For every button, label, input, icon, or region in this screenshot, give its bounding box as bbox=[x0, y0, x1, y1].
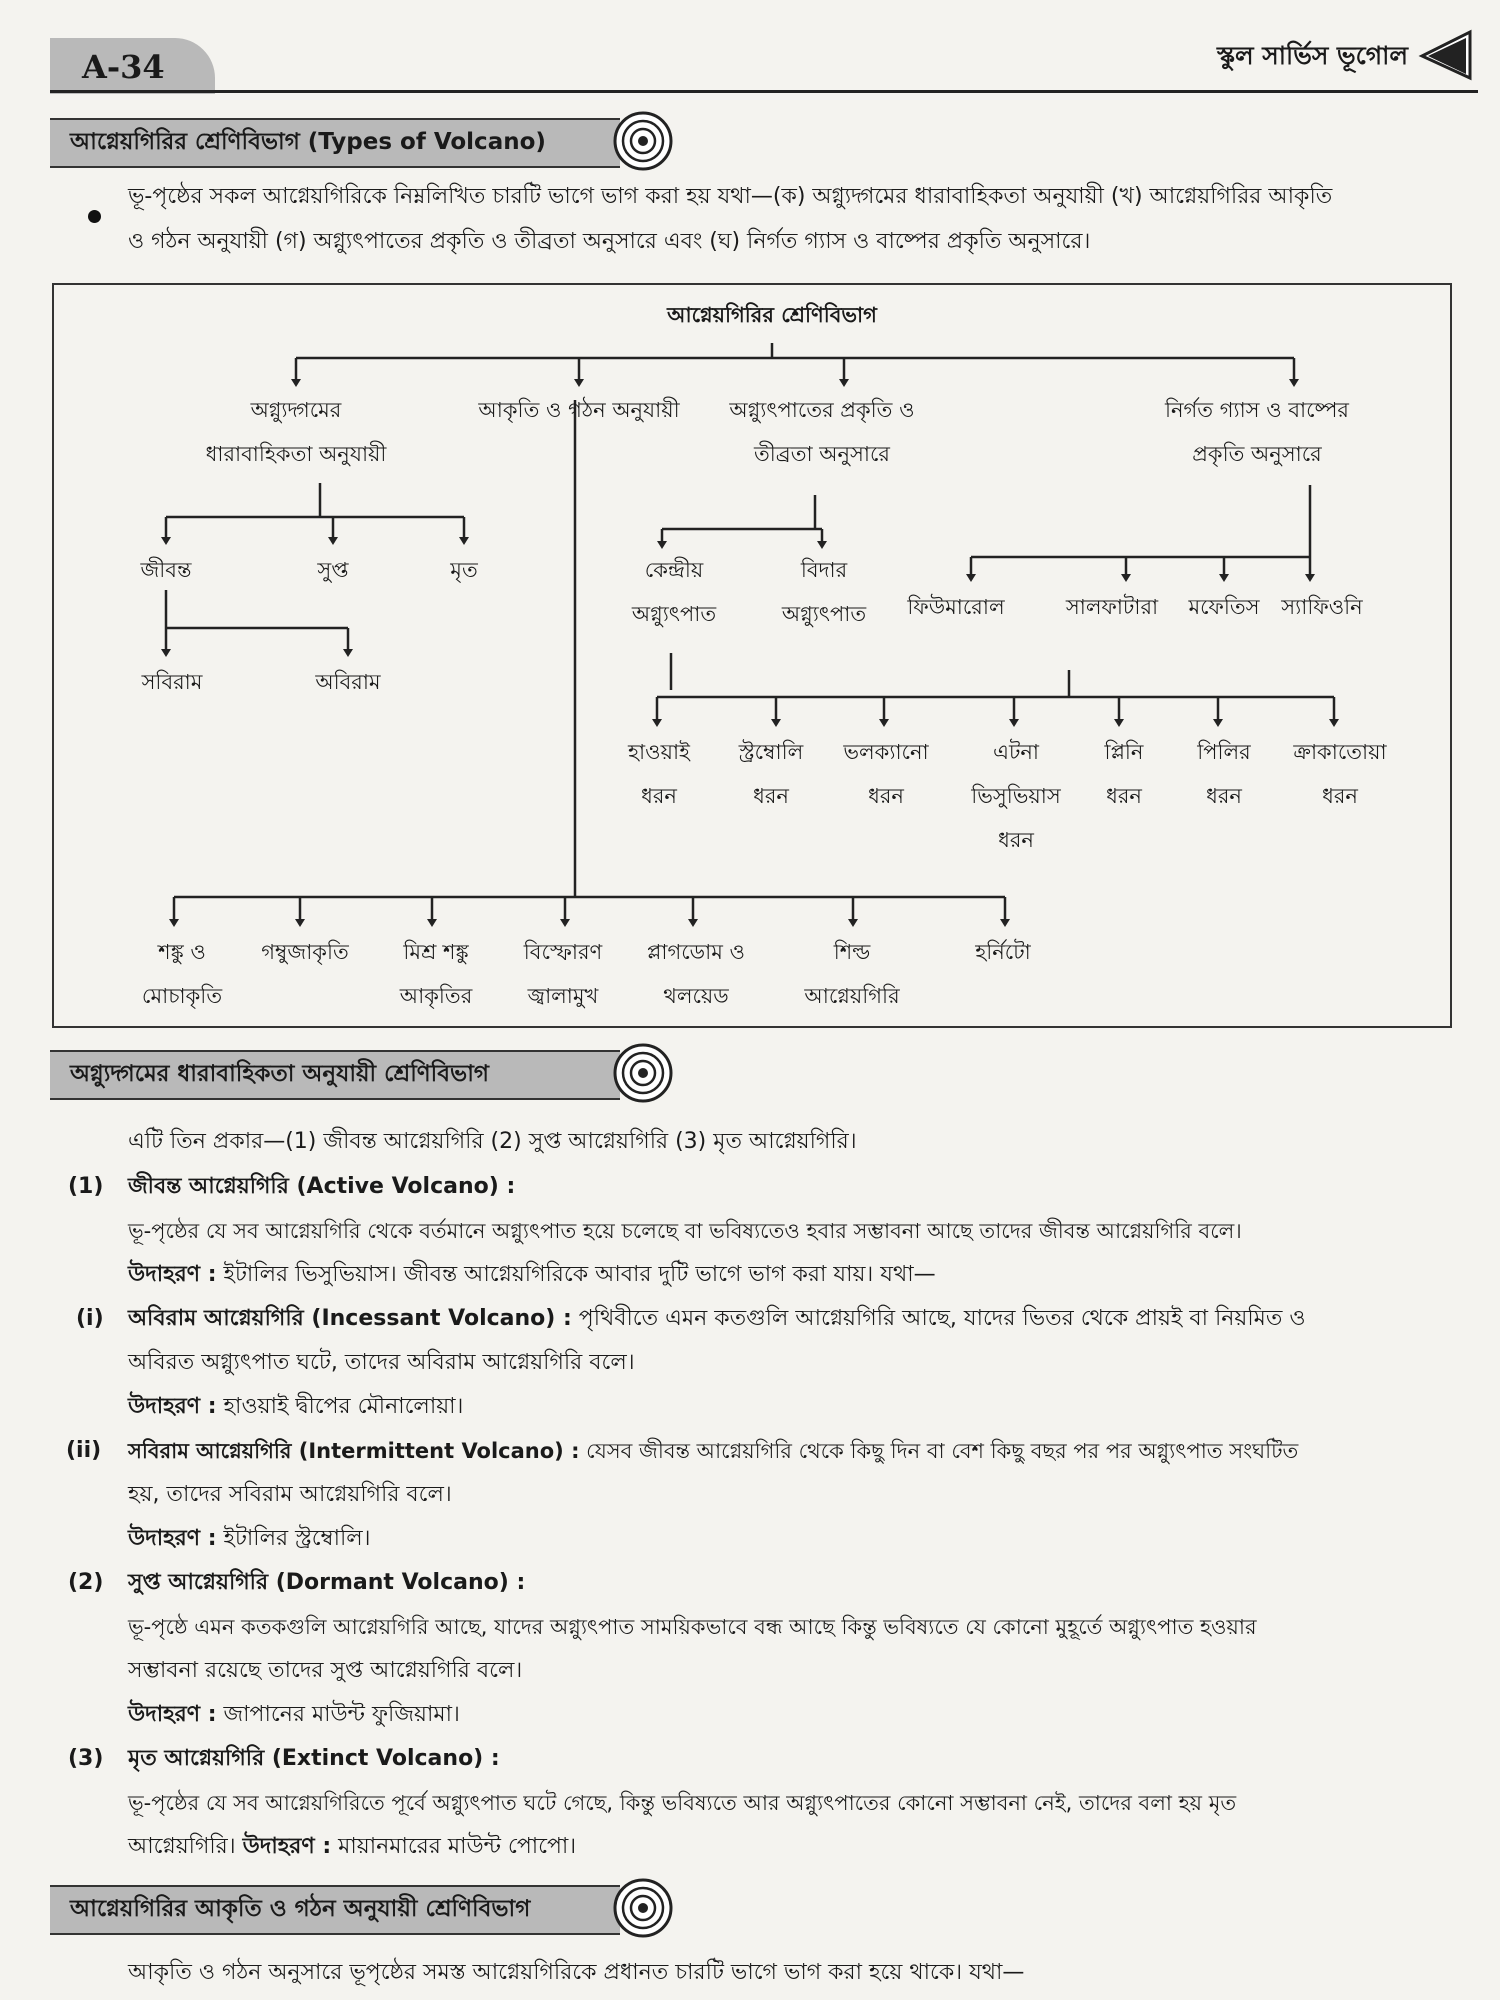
extinct-heading: মৃত আগ্নেয়গিরি (Extinct Volcano) : bbox=[128, 1746, 500, 1771]
chart-eruption-type: ক্রাকাতোয়া ধরন bbox=[1293, 740, 1387, 808]
page-number: A-34 bbox=[82, 48, 165, 86]
continuity-intro: এটি তিন প্রকার—(1) জীবন্ত আগ্নেয়গিরি (2) সুপ্ত আগ্নেয়গিরি (3) মৃত আগ্নেয়গিরি। bbox=[128, 1129, 857, 1154]
spiral-icon bbox=[612, 1877, 674, 1939]
section-heading-shape: আগ্নেয়গিরির আকৃতি ও গঠন অনুযায়ী শ্রেণিবিভাগ bbox=[50, 1885, 620, 1935]
chart-shape-type: মিশ্র শঙ্কু আকৃতির bbox=[399, 940, 473, 1008]
extinct-line1: ভূ-পৃষ্ঠের যে সব আগ্নেয়গিরিতে পূর্বে অগ্ন্যুৎপাত ঘটে গেছে, কিন্তু ভবিষ্যতে আর অগ্ন্যুৎপাতের কোনো সম্ভাবনা নেই, তাদের বলা হয় মৃত bbox=[128, 1791, 1237, 1815]
shape-intro: আকৃতি ও গঠন অনুসারে ভূপৃষ্ঠের সমস্ত আগ্নেয়গিরিকে প্রধানত চারটি ভাগে ভাগ করা হয়ে থাকে। যথা— bbox=[128, 1960, 1025, 1985]
chart-cat-gas: নির্গত গ্যাস ও বাষ্পের প্রকৃতি অনুসারে bbox=[1165, 398, 1349, 466]
chart-eruption-type: পিলির ধরন bbox=[1197, 740, 1251, 808]
header-rule bbox=[50, 90, 1478, 93]
chart-cat-continuity: অগ্ন্যুদ্গমের ধারাবাহিকতা অনুযায়ী bbox=[205, 398, 387, 466]
chart-central: কেন্দ্রীয় অগ্ন্যুৎপাত bbox=[631, 558, 717, 626]
spiral-icon bbox=[612, 110, 674, 172]
chart-cat-shape: আকৃতি ও গঠন অনুযায়ী bbox=[478, 398, 680, 422]
chart-shape-type: প্লাগডোম ও থলয়েড bbox=[647, 940, 745, 1008]
chart-gas-type: মফেতিস bbox=[1188, 595, 1260, 619]
book-icon bbox=[1418, 28, 1478, 83]
item-number: (i) bbox=[76, 1306, 104, 1331]
item-number: (1) bbox=[68, 1174, 104, 1199]
chart-cat-eruption: অগ্ন্যুৎপাতের প্রকৃতি ও তীব্রতা অনুসারে bbox=[729, 398, 915, 466]
chart-shape-type: শঙ্কু ও মোচাকৃতি bbox=[141, 940, 223, 1008]
incessant-line1: অবিরাম আগ্নেয়গিরি (Incessant Volcano) : পৃথিবীতে এমন কতগুলি আগ্নেয়গিরি আছে, যাদের ভিতর থেকে প্রায়ই বা নিয়মিত ও bbox=[128, 1306, 1306, 1331]
chart-dormant: সুপ্ত bbox=[317, 558, 349, 582]
extinct-line2: আগ্নেয়গিরি। উদাহরণ : মায়ানমারের মাউন্ট পোপো। bbox=[128, 1834, 577, 1859]
chart-eruption-type: হাওয়াই ধরন bbox=[628, 740, 690, 808]
chart-fissure: বিদার অগ্ন্যুৎপাত bbox=[781, 558, 867, 626]
dormant-heading: সুপ্ত আগ্নেয়গিরি (Dormant Volcano) : bbox=[128, 1570, 526, 1595]
bullet-dot bbox=[88, 210, 101, 223]
intermittent-line2: হয়, তাদের সবিরাম আগ্নেয়গিরি বলে। bbox=[128, 1482, 452, 1507]
incessant-line2: অবিরত অগ্ন্যুৎপাত ঘটে, তাদের অবিরাম আগ্নেয়গিরি বলে। bbox=[128, 1350, 635, 1375]
chart-gas-type: স্যাফিওনি bbox=[1281, 595, 1363, 619]
dormant-example-line: উদাহরণ : জাপানের মাউন্ট ফুজিয়ামা। bbox=[128, 1702, 460, 1727]
active-definition: ভূ-পৃষ্ঠের যে সব আগ্নেয়গিরি থেকে বর্তমানে অগ্ন্যুৎপাত হয়ে চলেছে বা ভবিষ্যতেও হবার সম্ভাবনা আছে তাদের জীবন্ত আগ্নেয়গিরি বলে। bbox=[128, 1219, 1242, 1243]
spiral-icon bbox=[612, 1042, 674, 1104]
item-number: (3) bbox=[68, 1746, 104, 1771]
chart-shape-type: শিল্ড আগ্নেয়গিরি bbox=[804, 940, 900, 1008]
intermittent-example-line: উদাহরণ : ইটালির স্ট্রম্বোলি। bbox=[128, 1526, 371, 1551]
dormant-line1: ভূ-পৃষ্ঠে এমন কতকগুলি আগ্নেয়গিরি আছে, যাদের অগ্ন্যুৎপাত সাময়িকভাবে বন্ধ আছে কিন্তু ভবিষ্যতে যে কোনো মুহূর্তে অগ্ন্যুৎপাত হওয়ার bbox=[128, 1615, 1257, 1639]
chart-root: আগ্নেয়গিরির শ্রেণিবিভাগ bbox=[667, 303, 877, 327]
active-example-line: উদাহরণ : ইটালির ভিসুভিয়াস। জীবন্ত আগ্নেয়গিরিকে আবার দুটি ভাগে ভাগ করা যায়। যথা— bbox=[128, 1262, 936, 1287]
section-heading-continuity: অগ্ন্যুদ্গমের ধারাবাহিকতা অনুযায়ী শ্রেণিবিভাগ bbox=[50, 1050, 620, 1100]
chart-gas-type: ফিউমারোল bbox=[907, 595, 1005, 619]
item-number: (2) bbox=[68, 1570, 104, 1595]
chart-shape-type: হর্নিটো bbox=[975, 940, 1031, 964]
classification-chart bbox=[52, 283, 1452, 1028]
chart-shape-type: বিস্ফোরণ জ্বালামুখ bbox=[523, 940, 603, 1008]
section-heading-types: আগ্নেয়গিরির শ্রেণিবিভাগ (Types of Volcano) bbox=[50, 118, 620, 168]
chart-eruption-type: ভলক্যানো ধরন bbox=[843, 740, 929, 808]
chart-gas-type: সালফাটারা bbox=[1065, 595, 1159, 619]
chart-extinct: মৃত bbox=[450, 558, 478, 582]
intermittent-line1: সবিরাম আগ্নেয়গিরি (Intermittent Volcano) : যেসব জীবন্ত আগ্নেয়গিরি থেকে কিছু দিন বা বেশ কিছু বছর পর পর অগ্ন্যুৎপাত সংঘটিত bbox=[128, 1439, 1299, 1463]
chart-shape-type: গম্বুজাকৃতি bbox=[261, 940, 349, 964]
chart-eruption-type: প্লিনি ধরন bbox=[1104, 740, 1144, 808]
types-intro-line2: ও গঠন অনুযায়ী (গ) অগ্ন্যুৎপাতের প্রকৃতি ও তীব্রতা অনুসারে এবং (ঘ) নির্গত গ্যাস ও বাষ্পের প্রকৃতি অনুসারে। bbox=[128, 229, 1091, 254]
item-number: (ii) bbox=[66, 1438, 102, 1463]
incessant-example-line: উদাহরণ : হাওয়াই দ্বীপের মৌনালোয়া। bbox=[128, 1394, 464, 1419]
chart-eruption-type: এটনা ভিসুভিয়াস ধরন bbox=[971, 740, 1061, 852]
chart-incessant: অবিরাম bbox=[315, 670, 381, 694]
active-heading: জীবন্ত আগ্নেয়গিরি (Active Volcano) : bbox=[128, 1174, 516, 1199]
chart-eruption-type: স্ট্রম্বোলি ধরন bbox=[738, 740, 804, 808]
dormant-line2: সম্ভাবনা রয়েছে তাদের সুপ্ত আগ্নেয়গিরি বলে। bbox=[128, 1658, 523, 1683]
chart-active: জীবন্ত bbox=[140, 558, 192, 582]
book-title: স্কুল সার্ভিস ভূগোল bbox=[1216, 41, 1408, 70]
types-intro-line1: ভূ-পৃষ্ঠের সকল আগ্নেয়গিরিকে নিম্নলিখিত চারটি ভাগে ভাগ করা হয় যথা—(ক) অগ্ন্যুদ্গমের ধারাবাহিকতা অনুযায়ী (খ) আগ্নেয়গিরির আকৃতি bbox=[128, 184, 1333, 209]
chart-intermittent: সবিরাম bbox=[141, 670, 203, 694]
